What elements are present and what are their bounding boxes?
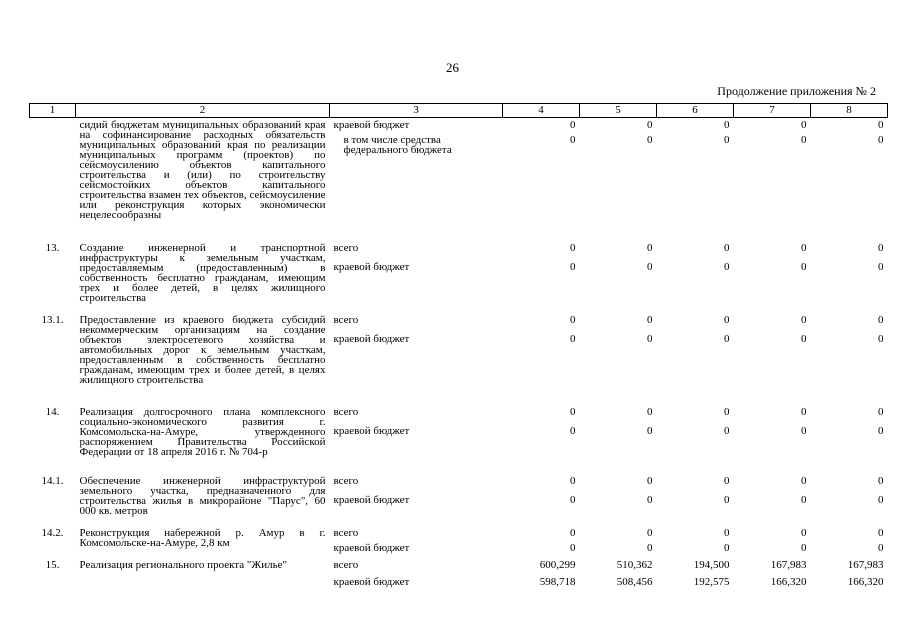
col-header: 4 bbox=[503, 104, 580, 118]
row-description: Реализация регионального проекта "Жилье" bbox=[79, 558, 287, 571]
value: 0 bbox=[570, 493, 576, 506]
table-row bbox=[30, 402, 888, 471]
value: 508,456 bbox=[616, 575, 653, 588]
funding-source: краевой бюджет bbox=[333, 119, 410, 131]
col-header: 5 bbox=[580, 104, 657, 118]
value: 600,299 bbox=[539, 558, 576, 571]
value-cell bbox=[503, 555, 580, 597]
value: 0 bbox=[801, 405, 807, 418]
value-cell bbox=[811, 523, 888, 555]
value: 0 bbox=[570, 474, 576, 487]
value: 0 bbox=[647, 493, 653, 506]
table-row bbox=[30, 523, 888, 555]
value: 0 bbox=[724, 260, 730, 273]
value: 166,320 bbox=[847, 575, 884, 588]
value: 0 bbox=[801, 313, 807, 326]
table-row bbox=[30, 555, 888, 597]
funding-source: краевой бюджет bbox=[333, 260, 410, 273]
value: 0 bbox=[801, 134, 807, 146]
value: 0 bbox=[647, 541, 653, 554]
value: 0 bbox=[647, 405, 653, 418]
value-cell bbox=[580, 118, 657, 238]
value: 0 bbox=[724, 332, 730, 345]
funding-source: всего bbox=[333, 558, 359, 571]
value: 0 bbox=[570, 241, 576, 254]
col-header: 8 bbox=[811, 104, 888, 118]
value-cell bbox=[503, 402, 580, 471]
value: 0 bbox=[724, 493, 730, 506]
value: 0 bbox=[647, 134, 653, 146]
row-description: Создание инженерной и транспортной инфраструктуры к земельным участкам, предоставляемым (предоставленным) в собственность бесплатно гражданам, имеющим трех и более детей, в целях жилищного строительства bbox=[79, 241, 326, 304]
value: 166,320 bbox=[770, 575, 807, 588]
value: 0 bbox=[647, 332, 653, 345]
funding-source: краевой бюджет bbox=[333, 575, 410, 588]
value-cell bbox=[657, 238, 734, 310]
funding-source: в том числе средства федерального бюджета bbox=[343, 134, 452, 156]
value: 0 bbox=[570, 313, 576, 326]
value-cell bbox=[657, 310, 734, 402]
col-header: 2 bbox=[76, 104, 330, 118]
value-cell bbox=[734, 402, 811, 471]
col-header: 6 bbox=[657, 104, 734, 118]
value-cell bbox=[580, 555, 657, 597]
table-row bbox=[30, 238, 888, 310]
value: 0 bbox=[878, 474, 884, 487]
value: 167,983 bbox=[770, 558, 807, 571]
value: 0 bbox=[647, 241, 653, 254]
row-description: Реализация долгосрочного плана комплексного социально-экономического развития г. Комсомольска-на-Амуре, утвержденного распоряжением Правительства Российской Федерации от 18 апреля 2016 г. № 704-р bbox=[79, 405, 326, 458]
row-index: 14. bbox=[45, 405, 60, 418]
value: 0 bbox=[724, 541, 730, 554]
value: 0 bbox=[724, 424, 730, 437]
value: 0 bbox=[878, 241, 884, 254]
funding-source-cell bbox=[330, 310, 503, 402]
value: 0 bbox=[570, 526, 576, 539]
value-cell bbox=[580, 238, 657, 310]
value: 0 bbox=[878, 119, 884, 131]
table-row bbox=[30, 471, 888, 523]
row-description: Обеспечение инженерной инфраструктурой земельного участка, предназначенного для строительства жилья в микрорайоне "Парус", 60 000 кв. метров bbox=[79, 474, 326, 517]
value-cell bbox=[503, 310, 580, 402]
value: 0 bbox=[878, 526, 884, 539]
value: 0 bbox=[878, 424, 884, 437]
table-row bbox=[30, 118, 888, 238]
funding-source-cell bbox=[330, 238, 503, 310]
value: 0 bbox=[647, 526, 653, 539]
value: 0 bbox=[801, 493, 807, 506]
value: 0 bbox=[570, 260, 576, 273]
value: 0 bbox=[801, 332, 807, 345]
value-cell bbox=[734, 555, 811, 597]
value: 0 bbox=[801, 260, 807, 273]
value-cell bbox=[657, 471, 734, 523]
value-cell bbox=[503, 471, 580, 523]
value: 0 bbox=[801, 474, 807, 487]
value: 0 bbox=[647, 119, 653, 131]
header-row bbox=[30, 104, 888, 118]
col-header: 3 bbox=[330, 104, 503, 118]
value-cell bbox=[580, 310, 657, 402]
value: 598,718 bbox=[539, 575, 576, 588]
value: 167,983 bbox=[847, 558, 884, 571]
value-cell bbox=[811, 471, 888, 523]
value: 0 bbox=[647, 260, 653, 273]
row-description: Реконструкция набережной р. Амур в г. Комсомольске-на-Амуре, 2,8 км bbox=[79, 526, 326, 549]
value: 0 bbox=[570, 119, 576, 131]
value: 510,362 bbox=[616, 558, 653, 571]
value-cell bbox=[811, 555, 888, 597]
value-cell bbox=[580, 402, 657, 471]
table-body bbox=[30, 118, 888, 597]
funding-source: всего bbox=[333, 313, 359, 326]
funding-source: краевой бюджет bbox=[333, 541, 410, 554]
value: 0 bbox=[724, 241, 730, 254]
value-cell bbox=[811, 310, 888, 402]
value: 0 bbox=[570, 541, 576, 554]
value: 0 bbox=[801, 241, 807, 254]
value: 0 bbox=[878, 541, 884, 554]
value-cell bbox=[657, 118, 734, 238]
funding-source: всего bbox=[333, 241, 359, 254]
value: 0 bbox=[878, 313, 884, 326]
value: 0 bbox=[878, 405, 884, 418]
col-header: 7 bbox=[734, 104, 811, 118]
row-description: Предоставление из краевого бюджета субсидий некоммерческим организациям на создание объектов электросетевого хозяйства и автомобильных дорог к земельным участкам, предоставленным в собственность бесплатно гражданам, имеющим трех и более детей, в целях жилищного строительства bbox=[79, 313, 326, 386]
funding-source-cell bbox=[330, 118, 503, 238]
value: 0 bbox=[724, 405, 730, 418]
value: 192,575 bbox=[693, 575, 730, 588]
value-cell bbox=[503, 238, 580, 310]
funding-source-cell bbox=[330, 523, 503, 555]
value-cell bbox=[734, 238, 811, 310]
value: 0 bbox=[724, 313, 730, 326]
row-index: 13. bbox=[45, 241, 60, 254]
funding-source: краевой бюджет bbox=[333, 424, 410, 437]
value-cell bbox=[811, 402, 888, 471]
value: 0 bbox=[878, 134, 884, 146]
value: 0 bbox=[878, 260, 884, 273]
page-number: 26 bbox=[446, 60, 459, 75]
value-cell bbox=[734, 118, 811, 238]
value-cell bbox=[503, 523, 580, 555]
value-cell bbox=[811, 118, 888, 238]
value: 0 bbox=[724, 526, 730, 539]
row-index bbox=[30, 118, 76, 238]
row-index: 13.1. bbox=[41, 313, 64, 326]
value-cell bbox=[580, 471, 657, 523]
value: 0 bbox=[570, 405, 576, 418]
value-cell bbox=[811, 238, 888, 310]
value: 0 bbox=[801, 119, 807, 131]
funding-source-cell bbox=[330, 402, 503, 471]
value: 0 bbox=[878, 332, 884, 345]
value-cell bbox=[734, 310, 811, 402]
value-cell bbox=[657, 555, 734, 597]
table-row bbox=[30, 310, 888, 402]
value-cell bbox=[657, 523, 734, 555]
value: 0 bbox=[724, 474, 730, 487]
row-index: 15. bbox=[45, 558, 60, 571]
value-cell bbox=[734, 471, 811, 523]
row-index: 14.1. bbox=[41, 474, 64, 487]
value: 0 bbox=[570, 134, 576, 146]
value: 0 bbox=[878, 493, 884, 506]
value: 0 bbox=[570, 424, 576, 437]
funding-source: всего bbox=[333, 474, 359, 487]
value: 0 bbox=[801, 541, 807, 554]
funding-source: краевой бюджет bbox=[333, 493, 410, 506]
continuation-note: Продолжение приложения № 2 bbox=[717, 84, 876, 98]
col-header: 1 bbox=[30, 104, 76, 118]
funding-source: краевой бюджет bbox=[333, 332, 410, 345]
value-cell bbox=[580, 523, 657, 555]
funding-source-cell bbox=[330, 471, 503, 523]
value: 0 bbox=[801, 424, 807, 437]
funding-source: всего bbox=[333, 526, 359, 539]
row-index: 14.2. bbox=[41, 526, 64, 539]
value: 194,500 bbox=[693, 558, 730, 571]
value: 0 bbox=[647, 474, 653, 487]
value: 0 bbox=[647, 313, 653, 326]
funding-source: всего bbox=[333, 405, 359, 418]
value: 0 bbox=[724, 119, 730, 131]
value-cell bbox=[734, 523, 811, 555]
value: 0 bbox=[647, 424, 653, 437]
row-description: сидий бюджетам муниципальных образований края на софинансирование расходных обязательств муниципальных образований края по реализации муниципальных программ (проектов) по сейсмоусилению объектов капитального строительства и (или) по строительству сейсмостойких объектов капитального строительства взамен тех объектов, сейсмоусиление или реконструкция которых экономически нецелесообразны bbox=[79, 119, 326, 221]
value: 0 bbox=[801, 526, 807, 539]
value-cell bbox=[503, 118, 580, 238]
value: 0 bbox=[724, 134, 730, 146]
value: 0 bbox=[570, 332, 576, 345]
budget-table bbox=[29, 103, 888, 597]
funding-source-cell bbox=[330, 555, 503, 597]
value-cell bbox=[657, 402, 734, 471]
